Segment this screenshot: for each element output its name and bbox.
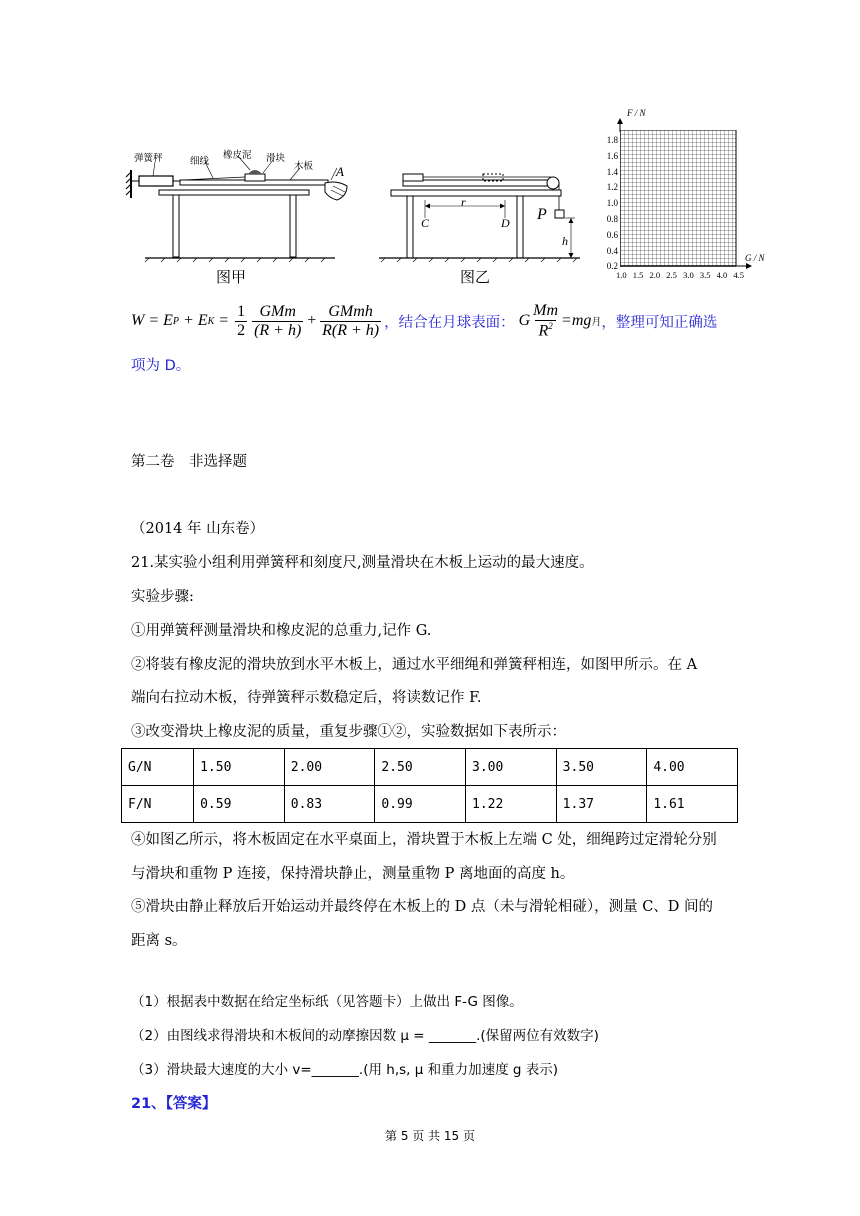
x-tick: 2.0	[649, 270, 661, 280]
table-cell: 1.37	[556, 786, 647, 823]
sub-question-2: （2）由图线求得滑块和木板间的动摩擦因数 μ = _______.(保留两位有效数字)	[131, 1028, 599, 1044]
label-board: 木板	[294, 161, 314, 172]
question-source: （2014 年 山东卷）	[131, 521, 265, 537]
y-tick: 0.2	[606, 261, 618, 272]
label-h: h	[562, 234, 568, 248]
figure-yi-caption: 图乙	[460, 268, 491, 286]
table-cell: F/N	[122, 786, 194, 823]
x-tick: 3.0	[683, 270, 694, 280]
formula-energy: W = E P + E K = 1 2 GMm (R + h) + GMmh R(R + h)	[131, 302, 380, 339]
conclusion-part-1: ，整理可知正确选	[601, 314, 718, 331]
table-cell: 0.83	[284, 786, 375, 823]
label-clay: 橡皮泥	[223, 150, 252, 161]
x-tick: 1.0	[616, 270, 627, 280]
graph-y-arrow-icon	[616, 118, 626, 132]
table-cell: 3.50	[556, 749, 647, 786]
steps-title: 实验步骤:	[131, 589, 194, 605]
answer-label: 21、【答案】	[131, 1096, 217, 1112]
data-table	[121, 748, 738, 823]
y-tick: 1.8	[606, 135, 618, 145]
label-r: r	[461, 195, 466, 209]
step-5-line-2: 距离 s。	[131, 933, 187, 949]
step-4-line-1: ④如图乙所示，将木板固定在水平桌面上，滑块置于木板上左端 C 处，细绳跨过定滑轮分别	[131, 832, 717, 848]
figure-yi	[375, 160, 585, 270]
label-slider: 滑块	[266, 153, 286, 164]
x-tick: 4.5	[733, 270, 744, 280]
y-tick: 0.4	[606, 245, 618, 256]
y-tick: 1.0	[606, 198, 618, 209]
y-tick: 1.2	[606, 182, 618, 193]
table-cell: 4.00	[647, 749, 738, 786]
y-tick: 0.8	[606, 213, 618, 224]
graph-y-axis-label: F / N	[627, 108, 646, 118]
label-c: C	[421, 216, 430, 230]
section-title: 第二卷 非选择题	[131, 454, 247, 470]
step-4-line-2: 与滑块和重物 P 连接，保持滑块静止，测量重物 P 离地面的高度 h。	[131, 866, 575, 882]
graph-y-ticks	[598, 133, 618, 275]
table-cell: 1.22	[466, 786, 557, 823]
sub-question-3: （3）滑块最大速度的大小 v=_______.(用 h,s, μ 和重力加速度 g 表示)	[131, 1062, 559, 1078]
x-tick: 1.5	[632, 270, 644, 280]
table-row	[122, 749, 738, 786]
label-spring-scale: 弹簧秤	[134, 153, 163, 164]
step-2-line-2: 端向右拉动木板，待弹簧秤示数稳定后，将读数记作 F.	[131, 690, 482, 706]
step-5-line-1: ⑤滑块由静止释放后开始运动并最终停在木板上的 D 点（未与滑轮相碰），测量 C、D 间的	[131, 899, 714, 915]
solution-formula-line	[131, 296, 717, 346]
graph-x-axis-label: G / N	[745, 253, 765, 263]
step-3: ③改变滑块上橡皮泥的质量，重复步骤①②，实验数据如下表所示：	[131, 724, 566, 740]
formula-moon-surface: G Mm $R^2$ =mg 月	[518, 301, 602, 340]
step-2-line-1: ②将装有橡皮泥的滑块放到水平木板上，通过水平细绳和弹簧秤相连，如图甲所示。在 A	[131, 657, 698, 673]
question-stem: 21.某实验小组利用弹簧秤和刻度尺,测量滑块在木板上运动的最大速度。	[131, 555, 594, 571]
table-cell: 0.59	[194, 786, 285, 823]
table-cell: 1.61	[647, 786, 738, 823]
table-row	[122, 786, 738, 823]
table-cell: 3.00	[466, 749, 557, 786]
label-point-a: A	[336, 164, 344, 179]
x-tick: 4.0	[716, 270, 728, 280]
figure-jia-caption: 图甲	[216, 268, 247, 286]
table-cell: 1.50	[194, 749, 285, 786]
table-cell: 2.50	[375, 749, 466, 786]
label-d: D	[501, 216, 510, 230]
table-cell: G/N	[122, 749, 194, 786]
page-footer: 第 5 页 共 15 页	[385, 1129, 475, 1143]
label-thread: 细线	[190, 156, 210, 167]
y-tick: 1.6	[606, 150, 618, 161]
x-tick: 3.5	[699, 270, 711, 280]
graph-paper	[620, 130, 740, 270]
label-p: P	[537, 206, 547, 223]
table-cell: 2.00	[284, 749, 375, 786]
y-tick: 1.4	[606, 166, 618, 177]
sub-question-1: （1）根据表中数据在给定坐标纸（见答题卡）上做出 F-G 图像。	[131, 994, 523, 1010]
formula-connector: ，结合在月球表面：	[384, 314, 515, 331]
table-cell: 0.99	[375, 786, 466, 823]
conclusion-part-2: 项为 D。	[131, 358, 191, 374]
x-tick: 2.5	[666, 270, 677, 280]
y-tick: 0.6	[606, 229, 618, 240]
graph-x-ticks	[616, 270, 744, 280]
step-1: ①用弹簧秤测量滑块和橡皮泥的总重力,记作 G.	[131, 623, 432, 639]
